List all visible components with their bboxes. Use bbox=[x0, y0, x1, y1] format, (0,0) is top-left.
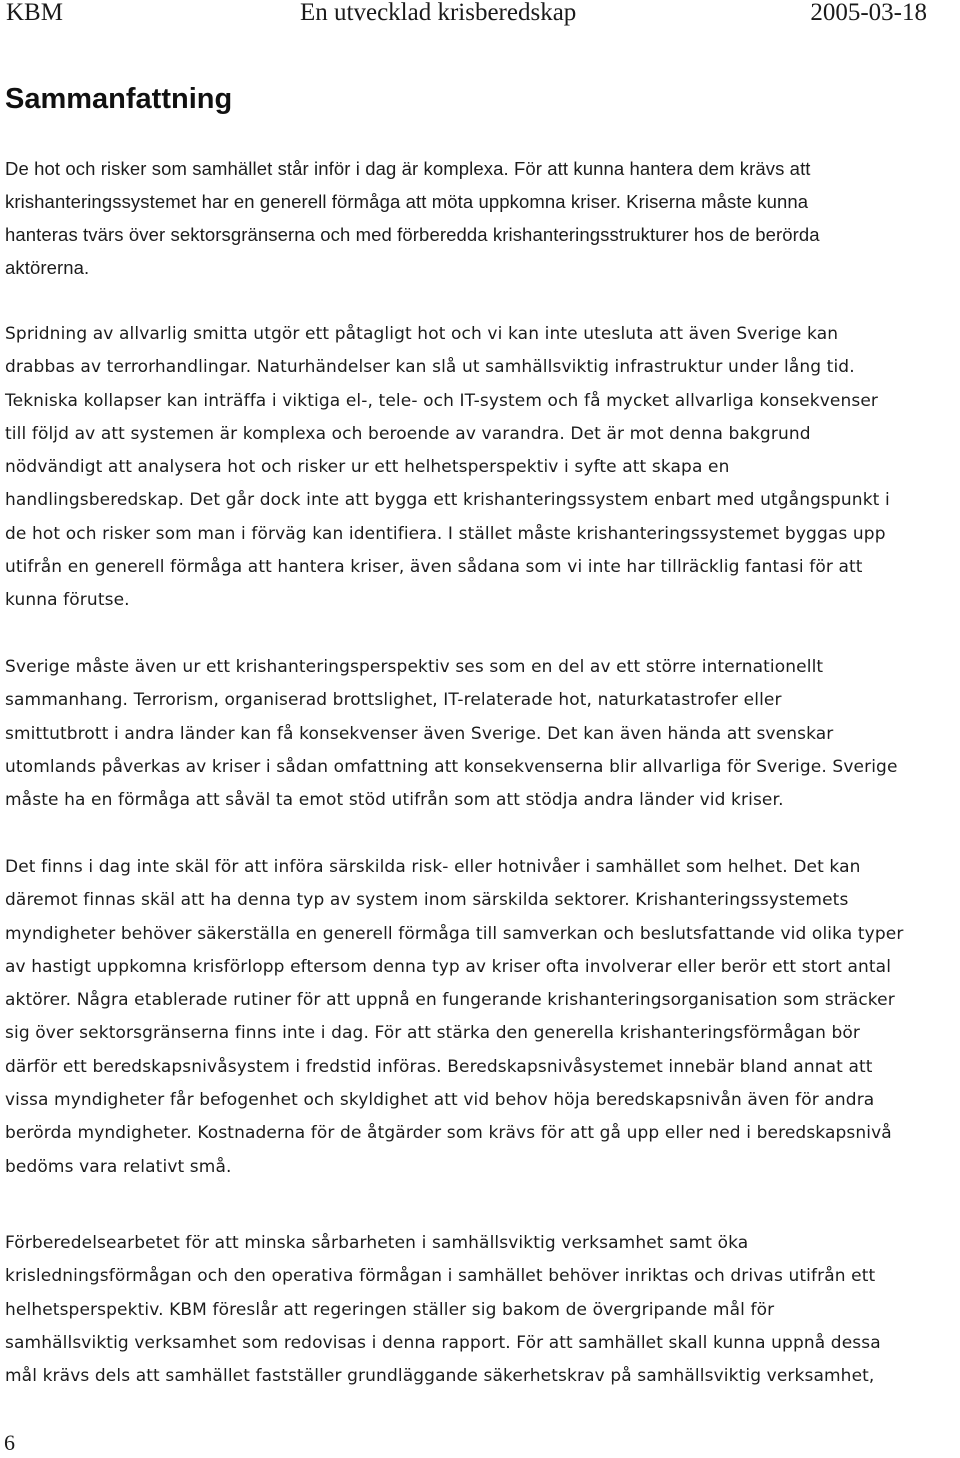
paragraph-line: Förberedelsearbetet för att minska sårbarheten i samhällsviktig verksamhet samt öka bbox=[5, 1233, 749, 1253]
paragraph-line: Sverige måste även ur ett krishanteringsperspektiv ses som en del av ett större internationellt bbox=[5, 657, 824, 677]
paragraph-line: helhetsperspektiv. KBM föreslår att regeringen ställer sig bakom de övergripande mål för bbox=[5, 1299, 775, 1320]
paragraph-line: De hot och risker som samhället står inför i dag är komplexa. För att kunna hantera dem krävs att bbox=[5, 158, 811, 179]
paragraph-line: av hastigt uppkomna krisförlopp eftersom denna typ av kriser ofta involverar eller berör ett stort antal bbox=[5, 956, 892, 977]
paragraph-line: utomlands påverkas av kriser i sådan omfattning att konsekvenserna blir allvarliga för Sverige. Sverige bbox=[5, 756, 898, 777]
paragraph-line: därför ett beredskapsnivåsystem i fredstid införas. Beredskapsnivåsystemet innebär bland annat att bbox=[5, 1056, 873, 1077]
paragraph-line: utifrån en generell förmåga att hantera kriser, även sådana som vi inte har tillräcklig fantasi för att bbox=[5, 557, 863, 578]
paragraph-line: bedöms vara relativt små. bbox=[5, 1156, 232, 1177]
header-date: 2005-03-18 bbox=[810, 0, 927, 26]
paragraph-line: berörda myndigheter. Kostnaderna för de åtgärder som krävs för att gå upp eller ned i beredskapsnivå bbox=[5, 1123, 892, 1144]
paragraph-line: Spridning av allvarlig smitta utgör ett påtagligt hot och vi kan inte utesluta att även Sverige kan bbox=[5, 324, 839, 344]
paragraph-line: kunna förutse. bbox=[5, 590, 130, 611]
paragraph-line: sig över sektorsgränserna finns inte i dag. För att stärka den generella krishanteringsförmågan bör bbox=[5, 1023, 861, 1044]
paragraph-line: myndigheter behöver säkerställa en generell förmåga till samverkan och beslutsfattande vid olika typer bbox=[5, 923, 904, 944]
paragraph-line: krisledningsförmågan och den operativa förmågan i samhället behöver inriktas och drivas utifrån ett bbox=[5, 1266, 876, 1287]
paragraph-line: aktörerna. bbox=[5, 257, 90, 278]
paragraph-line: däremot finnas skäl att ha denna typ av system inom särskilda sektorer. Krishanteringssystemets bbox=[5, 890, 849, 911]
paragraph-5 bbox=[5, 1227, 881, 1393]
paragraph-2 bbox=[5, 318, 890, 618]
paragraph-line: till följd av att systemen är komplexa och beroende av varandra. Det är mot denna bakgrund bbox=[5, 423, 811, 444]
paragraph-line: handlingsberedskap. Det går dock inte att bygga ett krishanteringssystem enbart med utgångspunkt i bbox=[5, 490, 890, 511]
paragraph-line: sammanhang. Terrorism, organiserad brottslighet, IT-relaterade hot, naturkatastrofer eller bbox=[5, 690, 782, 711]
paragraph-line: samhällsviktig verksamhet som redovisas i denna rapport. För att samhället skall kunna uppnå dessa bbox=[5, 1332, 881, 1353]
paragraph-line: de hot och risker som man i förväg kan identifiera. I stället måste krishanteringssystemet byggas upp bbox=[5, 523, 886, 544]
paragraph-line: aktörer. Några etablerade rutiner för att uppnå en fungerande krishanteringsorganisation som sträcker bbox=[5, 990, 895, 1011]
page-number: 6 bbox=[4, 1430, 15, 1455]
section-title: Sammanfattning bbox=[5, 83, 233, 115]
header-org: KBM bbox=[6, 0, 63, 26]
paragraph-line: krishanteringssystemet har en generell förmåga att möta uppkomna kriser. Kriserna måste kunna bbox=[5, 191, 809, 212]
paragraph-4 bbox=[5, 851, 903, 1184]
paragraph-line: Tekniska kollapser kan inträffa i viktiga el-, tele- och IT-system och få mycket allvarliga konsekvenser bbox=[5, 390, 879, 411]
header-doc-title: En utvecklad krisberedskap bbox=[300, 0, 577, 26]
page-header bbox=[0, 0, 960, 30]
paragraph-line: hanteras tvärs över sektorsgränserna och med förberedda krishanteringsstrukturer hos de berörda bbox=[5, 224, 820, 245]
paragraph-line: måste ha en förmåga att såväl ta emot stöd utifrån som att stödja andra länder vid kriser. bbox=[5, 790, 784, 811]
paragraph-line: drabbas av terrorhandlingar. Naturhändelser kan slå ut samhällsviktig infrastruktur under lång tid. bbox=[5, 357, 855, 378]
paragraph-line: nödvändigt att analysera hot och risker ur ett helhetsperspektiv i syfte att skapa en bbox=[5, 457, 730, 478]
paragraph-line: mål krävs dels att samhället fastställer grundläggande säkerhetskrav på samhällsviktig verksamhet, bbox=[5, 1366, 875, 1387]
paragraph-line: Det finns i dag inte skäl för att införa särskilda risk- eller hotnivåer i samhället som helhet. Det kan bbox=[5, 857, 861, 877]
paragraph-line: smittutbrott i andra länder kan få konsekvenser även Sverige. Det kan även hända att svenskar bbox=[5, 723, 834, 744]
paragraph-line: vissa myndigheter får befogenhet och skyldighet att vid behov höja beredskapsnivån även för andra bbox=[5, 1090, 875, 1111]
paragraph-3 bbox=[5, 651, 898, 817]
paragraph-1 bbox=[5, 152, 820, 284]
